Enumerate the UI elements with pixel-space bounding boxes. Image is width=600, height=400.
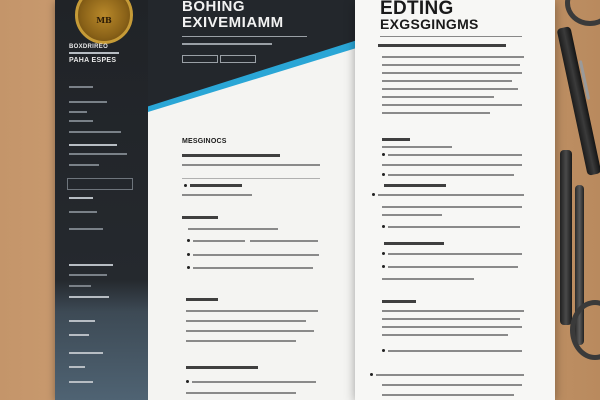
section-subtitle-line [182, 154, 280, 157]
header-box [220, 55, 256, 63]
sidebar-text-line [69, 366, 85, 368]
text-line [378, 44, 506, 47]
sidebar-box [67, 178, 133, 190]
sidebar-text-line [69, 101, 107, 103]
resume-document-right [355, 0, 555, 400]
text-line [186, 330, 314, 332]
sidebar-text-line [69, 120, 93, 122]
pen-icon [560, 150, 572, 325]
text-line [382, 318, 520, 320]
text-line [378, 194, 524, 196]
text-line [182, 164, 320, 166]
sidebar-text-line [69, 211, 97, 213]
sidebar-text-line [69, 52, 119, 54]
bullet-icon [187, 266, 190, 269]
text-line [382, 206, 522, 208]
text-line [382, 64, 520, 66]
section-title: MESGINOCS [182, 138, 227, 145]
text-line [388, 154, 522, 156]
text-line [382, 394, 514, 396]
sidebar-text-line [69, 352, 103, 354]
subsection-title-line [384, 184, 446, 187]
text-line [382, 214, 442, 216]
text-line [382, 88, 518, 90]
bullet-icon [382, 225, 385, 228]
emblem-icon [75, 0, 133, 44]
header-rule [182, 36, 307, 37]
sidebar-text-line [69, 164, 99, 166]
sidebar-text-line [69, 274, 107, 276]
emblem-text: MB [96, 15, 112, 25]
bullet-icon [187, 239, 190, 242]
divider-line [182, 178, 320, 179]
text-line [186, 320, 306, 322]
bullet-icon [382, 265, 385, 268]
text-line [382, 72, 522, 74]
text-line [388, 253, 522, 255]
sidebar-text-line [69, 197, 93, 199]
sidebar-text-line [69, 111, 87, 113]
text-line [382, 164, 522, 166]
text-line [382, 384, 522, 386]
sidebar-text-line [69, 228, 103, 230]
sidebar-text-line [69, 131, 121, 133]
text-line [193, 254, 319, 256]
bullet-icon [382, 153, 385, 156]
right-title-line1: EDTING [380, 0, 454, 19]
text-line [388, 174, 514, 176]
sidebar-text-line [69, 296, 109, 298]
text-line [382, 278, 474, 280]
sidebar-name-line1: BOXDRIREO [69, 44, 109, 50]
bullet-icon [372, 193, 375, 196]
header-box [182, 55, 218, 63]
text-line [388, 266, 518, 268]
text-line [182, 194, 252, 196]
sidebar-text-line [69, 320, 95, 322]
sidebar-text-line [69, 264, 113, 266]
resume-sidebar [55, 0, 148, 400]
subsection-title-line [186, 298, 218, 301]
bullet-icon [370, 373, 373, 376]
subsection-title-line [384, 242, 444, 245]
text-line [382, 334, 508, 336]
text-line [188, 228, 278, 230]
sidebar-text-line [69, 381, 93, 383]
text-line [186, 340, 296, 342]
bullet-icon [187, 253, 190, 256]
text-line [382, 96, 494, 98]
text-line [388, 350, 522, 352]
title-rule [380, 36, 522, 37]
text-line [186, 310, 318, 312]
text-line [382, 80, 512, 82]
sidebar-text-line [69, 334, 89, 336]
text-line [250, 240, 318, 242]
text-line [193, 240, 245, 242]
sidebar-text-line [69, 86, 93, 88]
subsection-title-line [186, 366, 258, 369]
text-line [192, 381, 316, 383]
sidebar-text-line [69, 153, 127, 155]
bullet-icon [382, 252, 385, 255]
sidebar-text-line [69, 144, 117, 146]
right-title-line2: EXGSGINGMS [380, 16, 479, 32]
text-line [186, 392, 296, 394]
subsection-title-line [382, 138, 410, 141]
text-line [382, 146, 452, 148]
text-line [382, 310, 524, 312]
sidebar-name-line2: PAHA ESPES [69, 57, 117, 64]
text-line [382, 112, 490, 114]
resume-document-left [55, 0, 367, 400]
bullet-icon [382, 349, 385, 352]
text-line [376, 374, 524, 376]
header-title-line1: BOHING [182, 0, 245, 15]
header-text-line [182, 43, 272, 45]
text-line [382, 326, 522, 328]
header-title-line2: EXIVEMIAMM [182, 14, 284, 31]
bullet-icon [382, 173, 385, 176]
bullet-icon [186, 380, 189, 383]
subsection-title-line [382, 300, 416, 303]
text-line [190, 184, 242, 187]
bullet-icon [184, 184, 187, 187]
text-line [388, 226, 520, 228]
subsection-title-line [182, 216, 218, 219]
text-line [382, 104, 522, 106]
text-line [382, 56, 524, 58]
text-line [193, 267, 313, 269]
sidebar-text-line [69, 285, 91, 287]
